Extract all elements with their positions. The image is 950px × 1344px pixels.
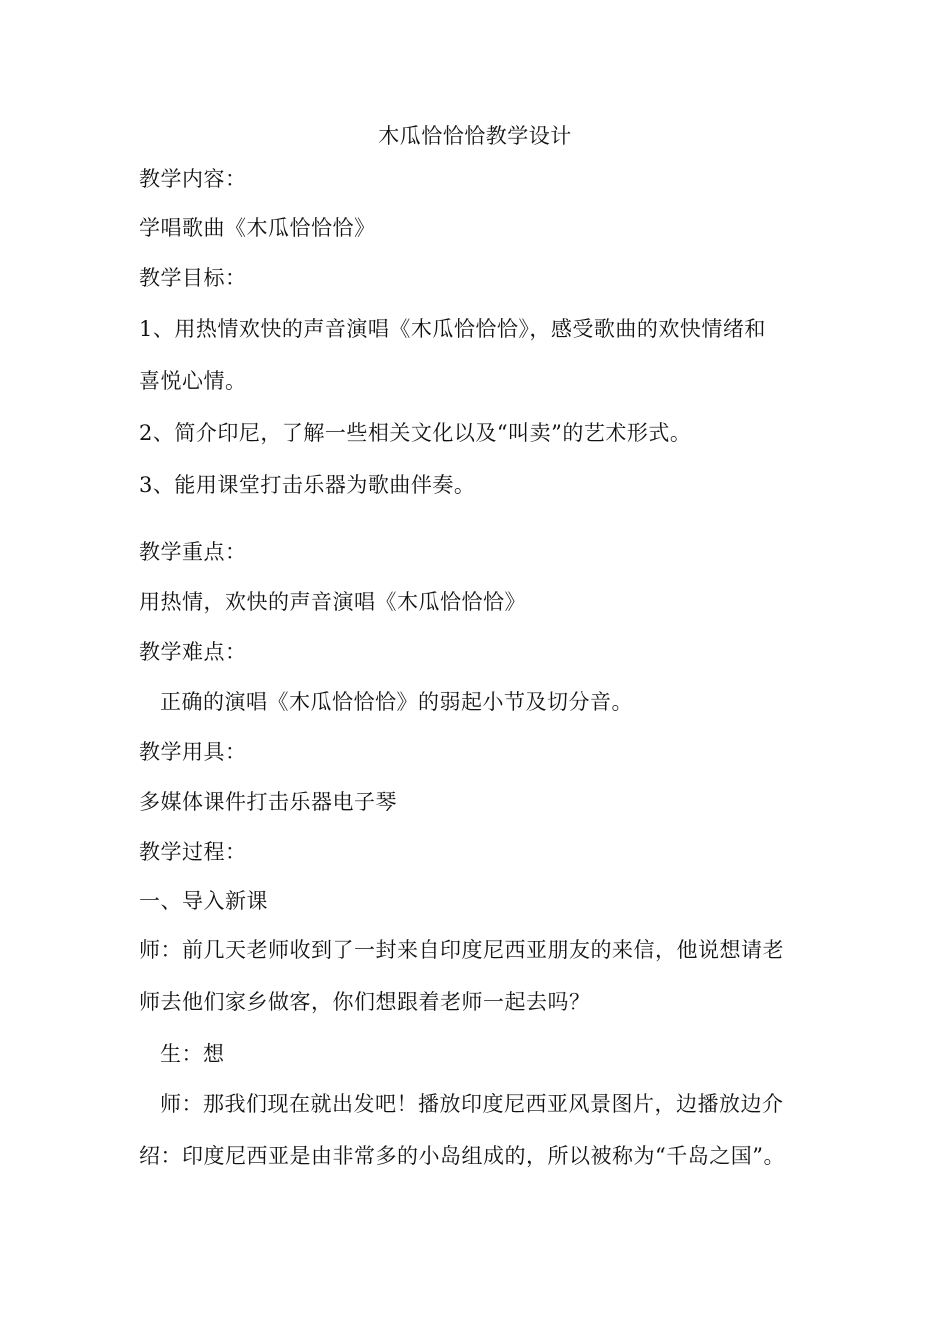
heading-key-points: 教学重点： (139, 540, 247, 564)
heading-teaching-process: 教学过程： (139, 840, 247, 864)
paragraph-line: 多媒体课件打击乐器电子琴 (139, 790, 397, 814)
paragraph-line: 生：想 (160, 1042, 225, 1066)
paragraph-line: 2、简介印尼，了解一些相关文化以及“叫卖”的艺术形式。 (139, 421, 692, 445)
paragraph-line: 师：前几天老师收到了一封来自印度尼西亚朋友的来信，他说想请老 (139, 938, 784, 962)
heading-teaching-tools: 教学用具： (139, 740, 247, 764)
heading-teaching-content: 教学内容： (139, 167, 247, 191)
paragraph-line: 3、能用课堂打击乐器为歌曲伴奏。 (139, 473, 476, 497)
paragraph-line: 喜悦心情。 (139, 369, 247, 393)
paragraph-line: 绍：印度尼西亚是由非常多的小岛组成的，所以被称为“千岛之国”。 (139, 1144, 785, 1168)
paragraph-line: 师去他们家乡做客，你们想跟着老师一起去吗？ (139, 990, 591, 1014)
heading-teaching-goals: 教学目标： (139, 266, 247, 290)
paragraph-line: 用热情，欢快的声音演唱《木瓜恰恰恰》 (139, 590, 526, 614)
heading-difficulties: 教学难点： (139, 640, 247, 664)
document-title: 木瓜恰恰恰教学设计 (378, 124, 572, 148)
paragraph-line: 正确的演唱《木瓜恰恰恰》的弱起小节及切分音。 (160, 690, 633, 714)
paragraph-line: 学唱歌曲《木瓜恰恰恰》 (139, 216, 376, 240)
section-heading: 一、导入新课 (139, 889, 268, 913)
paragraph-line: 师：那我们现在就出发吧！播放印度尼西亚风景图片，边播放边介 (160, 1092, 784, 1116)
paragraph-line: 1、用热情欢快的声音演唱《木瓜恰恰恰》，感受歌曲的欢快情绪和 (139, 317, 766, 341)
